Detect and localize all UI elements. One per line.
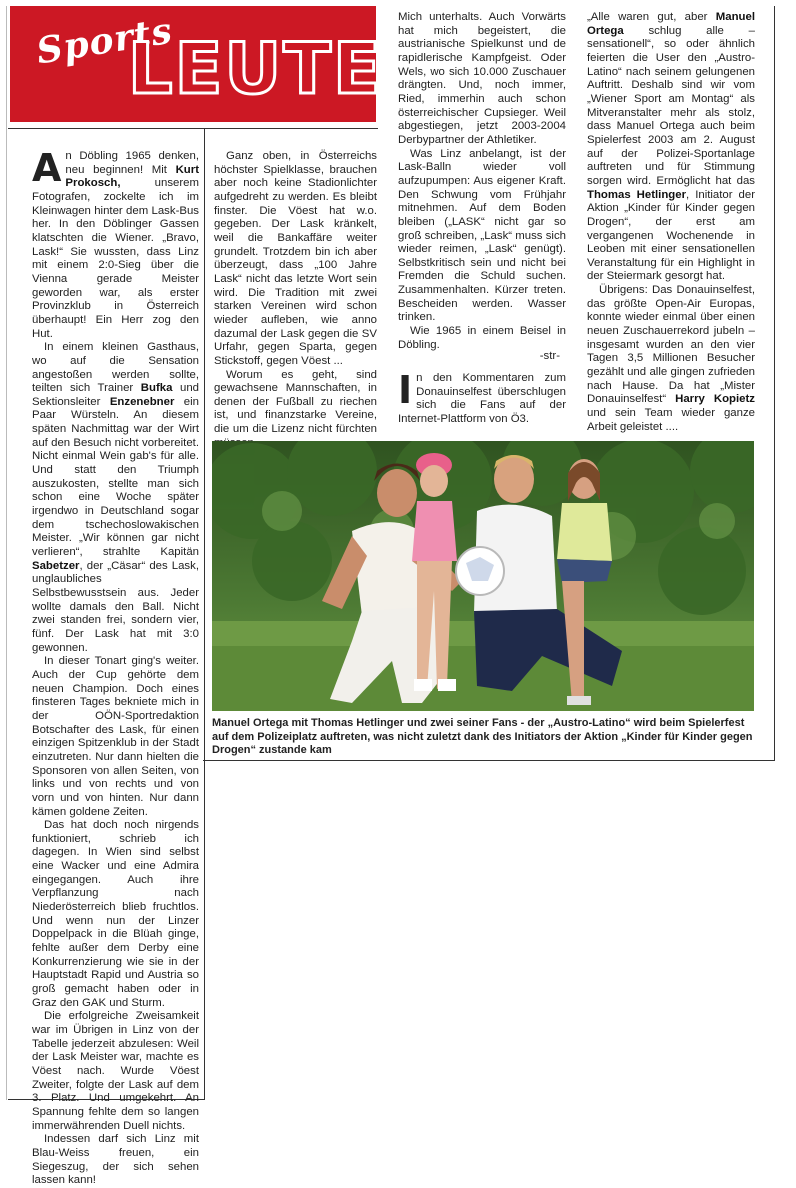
header-kicker-sports: Sports [33, 9, 176, 73]
article-column-3 [398, 11, 566, 352]
bold-name: Manuel Ortega [587, 11, 755, 37]
photo [212, 441, 754, 711]
bold-name: Thomas Hetlinger [587, 188, 687, 201]
paragraph [398, 325, 566, 352]
text-run: „Alle waren gut, aber [587, 11, 716, 23]
paragraph [214, 150, 377, 369]
article-column-1 [32, 146, 199, 1188]
bold-name: Kurt Prokosch, [65, 163, 199, 190]
text-run: , der „Cäsar“ des Lask, unglaubliches Selbstbewusstsein aus. Jeder wollte damals den Ball. Nicht zwei standen frei, sondern vier, fünf. Der Lask hat mit 3:0 gewonnen. [32, 559, 199, 654]
text-run: ein Paar Würsteln. An diesem späten Nachmittag war der Wirt auf den Besuch nicht vorbereitet. Nicht einmal Wein gab's für alle. Und statt den Triumph auszukosten, stellte man sich schon eine Woche später irgendwo in Deutschland sogar dem tschechoslowakischen Meister. „Wir können gar nicht verlieren“, strahlte Kapitän [32, 395, 199, 559]
paragraph [587, 284, 755, 434]
text-run: n Döbling 1965 denken, neu beginnen! Mit [65, 150, 199, 176]
column-rule [204, 128, 205, 1100]
text-run: Was Linz anbelangt, ist der Lask-Balln wieder voll aufzupumpen: Aus eigener Kraft. Den Schwung vom Frühjahr mitnehmen. Auf dem Boden bleiben („LASK“ nicht gar so groß schreiben, „Lask“ muss sich wieder reimen, „Lask“ genügt). Selbstkritisch sein und nicht bei Fremden die Schuld suchen. Zusammenhalten. Kürzer treten. Bescheiden werden. Wasser trinken. [398, 147, 566, 324]
bold-name: Bufka [140, 382, 173, 395]
text-run: Das hat doch noch nirgends funktioniert, schrieb ich dagegen. In Wien sind selbst eine Wacker und eine Admira eingegangen. Auch ihre Verpflanzung nach Niederösterreich blieb fruchtlos. Und wenn nun der Linzer Doppelpack in die Blüah ginge, fehlte außer dem Derby eine Konkurrenzierung wie sie in der Hauptstadt Rapid und Austria so groß gemacht haben oder in Graz den GAK und Sturm. [32, 819, 199, 1009]
paragraph [32, 655, 199, 819]
text-run: In einem kleinen Gasthaus, wo auf die Sensation angestoßen werden sollte, teilten sich Trainer [32, 341, 199, 395]
text-run: unserem Fotografen, zockelte ich im Kleinwagen hinter dem Lask-Bus her. In den Döblinger Gassen klatschten die Wiener. „Bravo, Lask!“ Sie wussten, dass Linz mit einem 2:0-Sieg über die Vienna gerade Meister geworden war, als erster Provinzklub in Österreich überhaupt! Ein Herr zog den Hut. [32, 177, 199, 340]
article-column-4 [587, 11, 755, 434]
divider [203, 760, 775, 761]
paragraph [587, 11, 755, 284]
paragraph [398, 11, 566, 148]
paragraph [32, 341, 199, 655]
article-column-2 [214, 150, 377, 478]
text-run: und sein Team wieder ganze Arbeit geleistet .... [587, 407, 755, 433]
text-run: und Sektionsleiter [32, 382, 199, 408]
frame-rule [6, 6, 7, 1100]
frame-rule [774, 6, 775, 761]
drop-cap: I [398, 368, 413, 412]
header-kicker-leute: LEUTE [128, 28, 383, 110]
bold-name: Harry Kopietz [675, 393, 755, 406]
drop-cap: A [32, 146, 62, 190]
text-run: n den Kommentaren zum Donauinselfest überschlugen sich die Fans auf der Internet-Plattform von Ö3. [398, 372, 566, 425]
text-run: schlug alle – sensationell“, so oder ähnlich feierten die User den „Austro-Latino“ nach seinem gelungenen Auftritt. Deshalb sind wir vom „Wiener Sport am Montag“ als Mitveranstalter mehr als stolz, dass Manuel Ortega auch beim Spielerfest 2003 am 2. August auf der Polizei-Sportanlage auftreten und für Stimmung sorgen wird. Ermöglicht hat das [587, 24, 755, 187]
text-run: Indessen darf sich Linz mit Blau-Weiss freuen, ein Siegeszug, der sich sehen lassen kann! [32, 1133, 199, 1187]
text-run: Die erfolgreiche Zweisamkeit war im Übrigen in Linz von der Tabelle jederzeit abzulesen: Weil der Lask Meister war, machte es Vöest nach. Wurde Vöest Zweiter, folgte der Lask auf dem 3. Platz. Und umgekehrt. An Spannung fehlte dem so langen immerwährenden Duell nichts. [32, 1010, 199, 1132]
paragraph [214, 369, 377, 451]
paragraph [32, 819, 199, 1010]
signature: -str- [539, 350, 560, 362]
paragraph [32, 1133, 199, 1188]
text-run: Ganz oben, in Österreichs höchster Spielklasse, brauchen aber noch keine Stadionlichter aufgedreht zu werden. Es bleibt finster. Die Vöest hat w.o. gegeben. Der Lask kränkelt, weil die Bankaffäre weiter grundelt. Trotzdem bin ich aber überzeugt, dass „100 Jahre Lask“ nicht das letzte Wort sein wird. Die Tradition mit zwei starken Vereinen wird schon wieder aufleben, wie anno dazumal der Lask gegen die SV Urfahr, gegen Sparta, gegen Stickstoff, gegen Vöest ... [214, 150, 377, 367]
bold-name: Sabetzer [32, 559, 80, 572]
paragraph [32, 146, 199, 341]
bold-name: Enzenebner [109, 395, 175, 408]
paragraph [32, 1010, 199, 1133]
section-header [10, 6, 383, 122]
text-run: Worum es geht, sind gewachsene Mannschaften, in denen der Fußball zu riechen ist, und finanzstarke Vereine, die um die Lizenz nicht fürchten [214, 368, 377, 436]
text-run: Übrigens: Das Donauinselfest, das größte Open-Air Europas, konnte wieder einmal über einen neuen Zuschauerrekord jubeln – insgesamt wurden an den vier Tagen 3,5 Millionen Besucher gezählt und alle gingen zufrieden nach Hause. Da hat „Mister Donauinselfest“ [587, 284, 755, 406]
text-run: Mich unterhalts. Auch Vorwärts hat mich begeistert, die austrianische Spielkunst und de rapidlerische Kampfgeist. Oder Wels, wo sich 10.000 Zuschauer drängten. Und, noch immer, Ried, immerhin auch schon österreichischer Cupsieger. Weil abgestiegen, jetzt 2003-2004 Derbypartner der Athletiker. [398, 11, 566, 146]
text-run: Wie 1965 in einem Beisel in Döbling. [398, 325, 566, 351]
paragraph [398, 368, 566, 427]
divider [8, 128, 378, 129]
paragraph [398, 148, 566, 326]
photo-caption: Manuel Ortega mit Thomas Hetlinger und zwei seiner Fans - der „Austro-Latino“ wird beim Spielerfest auf dem Polizeiplatz auftreten, was nicht zuletzt dank des Initiators der Aktion „Kinder für Kinder gegen Drogen“ zustande kam [212, 717, 753, 756]
text-run: In dieser Tonart ging's weiter. Auch der Cup gehörte dem neuen Champion. Doch eines finsteren Tages bekniete mich in der OÖN-Sportredaktion Botschafter des Lask, für einen einzigen Spitzenklub in der Stadt einzutreten. Nur dann hielten die Sponsoren von allen Seiten, von links und von rechts und von vorn und von hinten. Nur dann kämen goldene Zeiten. [32, 655, 199, 818]
article-column-3b [398, 368, 566, 427]
text-run: , Initiator der Aktion „Kinder für Kinder gegen Drogen“, der erst am vergangenen Wochenende in Leoben mit einer sensationellen Veranstaltung für ein Highlight in der Steiermark gesorgt hat. [587, 188, 755, 283]
